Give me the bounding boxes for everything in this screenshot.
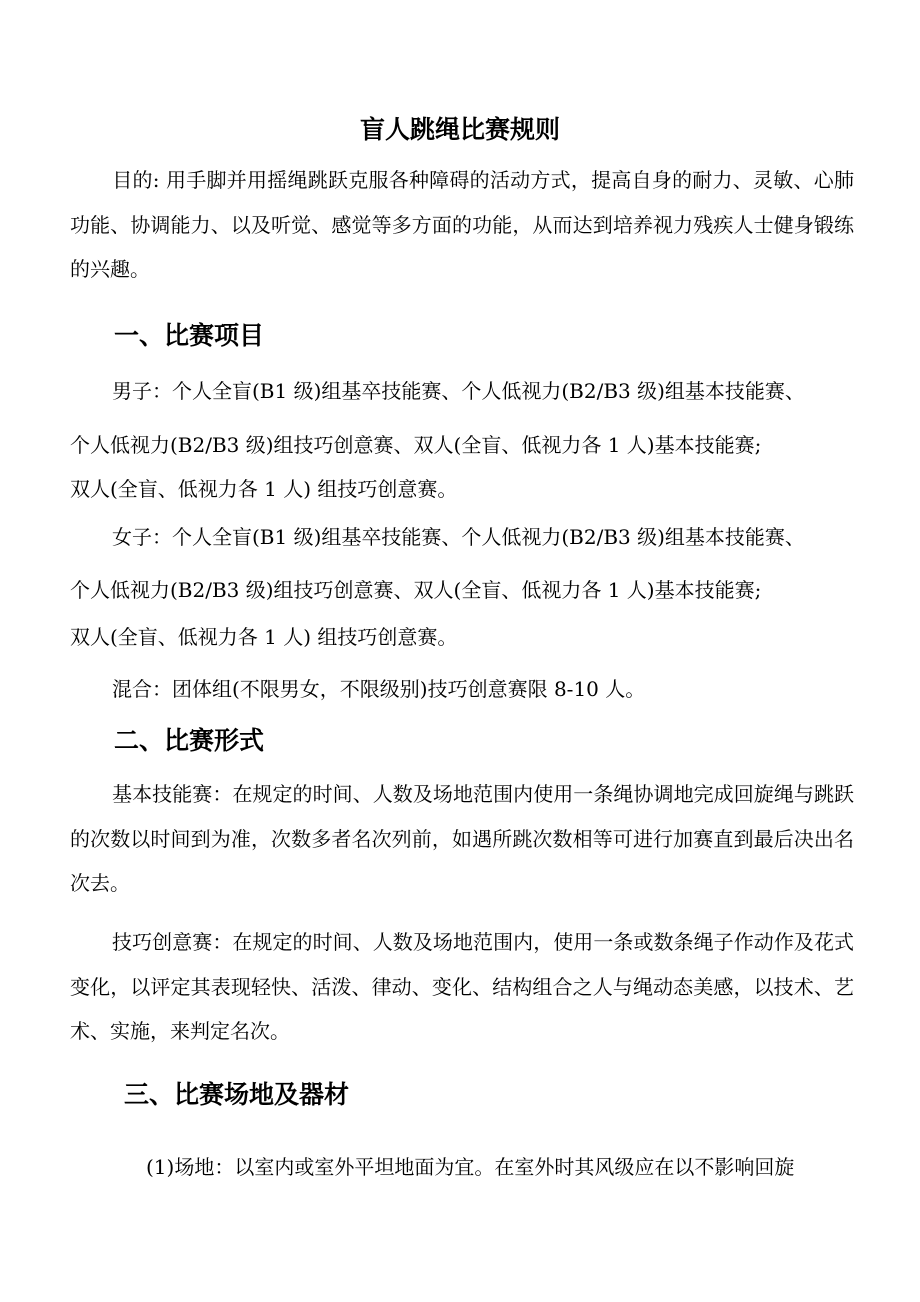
men-events-line-2: 个人低视力(B2/B3 级)组技巧创意赛、双人(全盲、低视力各 1 人)基本技能赛; [70,433,762,457]
purpose-paragraph [70,158,854,292]
men-events-line-3: 双人(全盲、低视力各 1 人) 组技巧创意赛。 [70,477,458,501]
basic-skills-text: 基本技能赛：在规定的时间、人数及场地范围内使用一条绳协调地完成回旋绳与跳跃的次数以时间到为准，次数多者名次列前，如遇所跳次数相等可进行加赛直到最后决出名次去。 [70,782,854,895]
women-events-line-1: 女子：个人全盲(B1 级)组基卒技能赛、个人低视力(B2/B3 级)组基本技能赛、 [112,525,805,549]
section-heading-venue: 三、比赛场地及器材 [124,1080,350,1109]
section-heading-events: 一、比赛项目 [114,321,265,350]
women-events-line-2: 个人低视力(B2/B3 级)组技巧创意赛、双人(全盲、低视力各 1 人)基本技能赛; [70,578,762,602]
women-events-line-3: 双人(全盲、低视力各 1 人) 组技巧创意赛。 [70,625,458,649]
venue-line: (1)场地：以室内或室外平坦地面为宜。在室外时其风级应在以不影响回旋 [146,1155,795,1179]
document-title: 盲人跳绳比赛规则 [359,115,560,144]
mixed-events-line: 混合：团体组(不限男女，不限级别)技巧创意赛限 8-10 人。 [112,677,646,701]
section-heading-format: 二、比赛形式 [114,726,265,755]
creative-skills-text: 技巧创意赛：在规定的时间、人数及场地范围内，使用一条或数条绳子作动作及花式变化，以评定其表现轻快、活泼、律动、变化、结构组合之人与绳动态美感，以技术、艺术、实施，来判定名次。 [70,930,854,1043]
purpose-text: 目的: 用手脚并用摇绳跳跃克服各种障碍的活动方式，提高自身的耐力、灵敏、心肺功能、协调能力、以及听觉、感觉等多方面的功能，从而达到培养视力残疾人士健身锻练的兴趣。 [70,168,854,281]
creative-skills-paragraph [70,920,854,1054]
basic-skills-paragraph [70,772,854,906]
men-events-line-1: 男子：个人全盲(B1 级)组基卒技能赛、个人低视力(B2/B3 级)组基本技能赛、 [112,379,805,403]
